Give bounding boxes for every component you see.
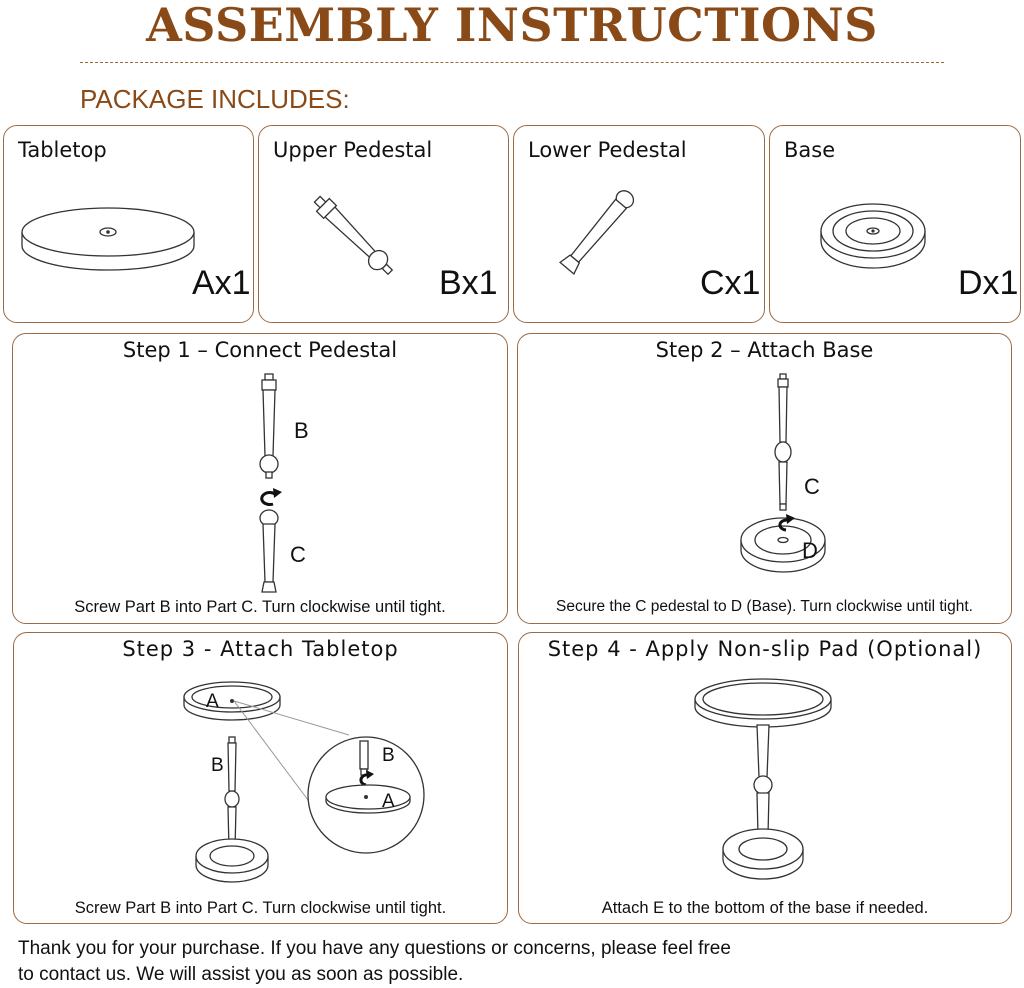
step-4-illustration: [689, 673, 839, 883]
label-a-detail: A: [382, 791, 395, 812]
tabletop-illustration: [18, 196, 198, 286]
step-caption: Attach E to the bottom of the base if needed.: [601, 899, 929, 917]
part-name: Upper Pedestal: [273, 138, 433, 162]
footer-note: [18, 936, 731, 988]
step-3-illustration: [174, 673, 434, 888]
part-card-lower-pedestal: [513, 125, 765, 323]
part-quantity: Bx1: [439, 264, 498, 302]
upper-pedestal-illustration: [299, 186, 419, 296]
part-quantity: Dx1: [958, 264, 1019, 302]
step-4-panel: [518, 632, 1012, 924]
step-title: Step 4 - Apply Non-slip Pad (Optional): [547, 637, 983, 661]
step-caption: Secure the C pedestal to D (Base). Turn clockwise until tight.: [556, 598, 973, 615]
step-1-panel: [12, 333, 508, 624]
step-caption: Screw Part B into Part C. Turn clockwise until tight.: [74, 598, 446, 616]
part-quantity: Ax1: [192, 264, 251, 302]
part-name: Tabletop: [18, 138, 107, 162]
step-title: Step 1 – Connect Pedestal: [122, 338, 398, 362]
part-card-base: [769, 125, 1021, 323]
label-c: C: [290, 542, 306, 567]
base-illustration: [818, 201, 928, 276]
footer-line-1: Thank you for your purchase. If you have any questions or concerns, please feel free: [18, 938, 731, 959]
part-card-tabletop: [3, 125, 254, 323]
divider: [80, 62, 944, 63]
label-b: B: [211, 755, 224, 776]
lower-pedestal-illustration: [539, 186, 649, 286]
label-b: B: [294, 418, 309, 443]
part-name: Base: [784, 138, 836, 162]
label-a: A: [206, 691, 219, 712]
part-name: Lower Pedestal: [528, 138, 687, 162]
step-2-panel: [517, 333, 1012, 624]
step-1-illustration: [233, 372, 353, 602]
footer-line-2: to contact us. We will assist you as soon as possible.: [18, 964, 464, 985]
step-2-illustration: [728, 372, 858, 587]
step-caption: Screw Part B into Part C. Turn clockwise until tight.: [74, 899, 447, 917]
step-3-panel: [13, 632, 508, 924]
label-c: C: [804, 474, 820, 499]
package-includes-heading: PACKAGE INCLUDES:: [80, 84, 350, 114]
part-card-upper-pedestal: [258, 125, 509, 323]
part-quantity: Cx1: [700, 264, 761, 302]
page-title: ASSEMBLY INSTRUCTIONS: [146, 0, 878, 52]
label-d: D: [802, 538, 818, 563]
step-title: Step 3 - Attach Tabletop: [122, 637, 399, 661]
step-title: Step 2 – Attach Base: [655, 338, 874, 362]
label-b-detail: B: [382, 745, 395, 766]
